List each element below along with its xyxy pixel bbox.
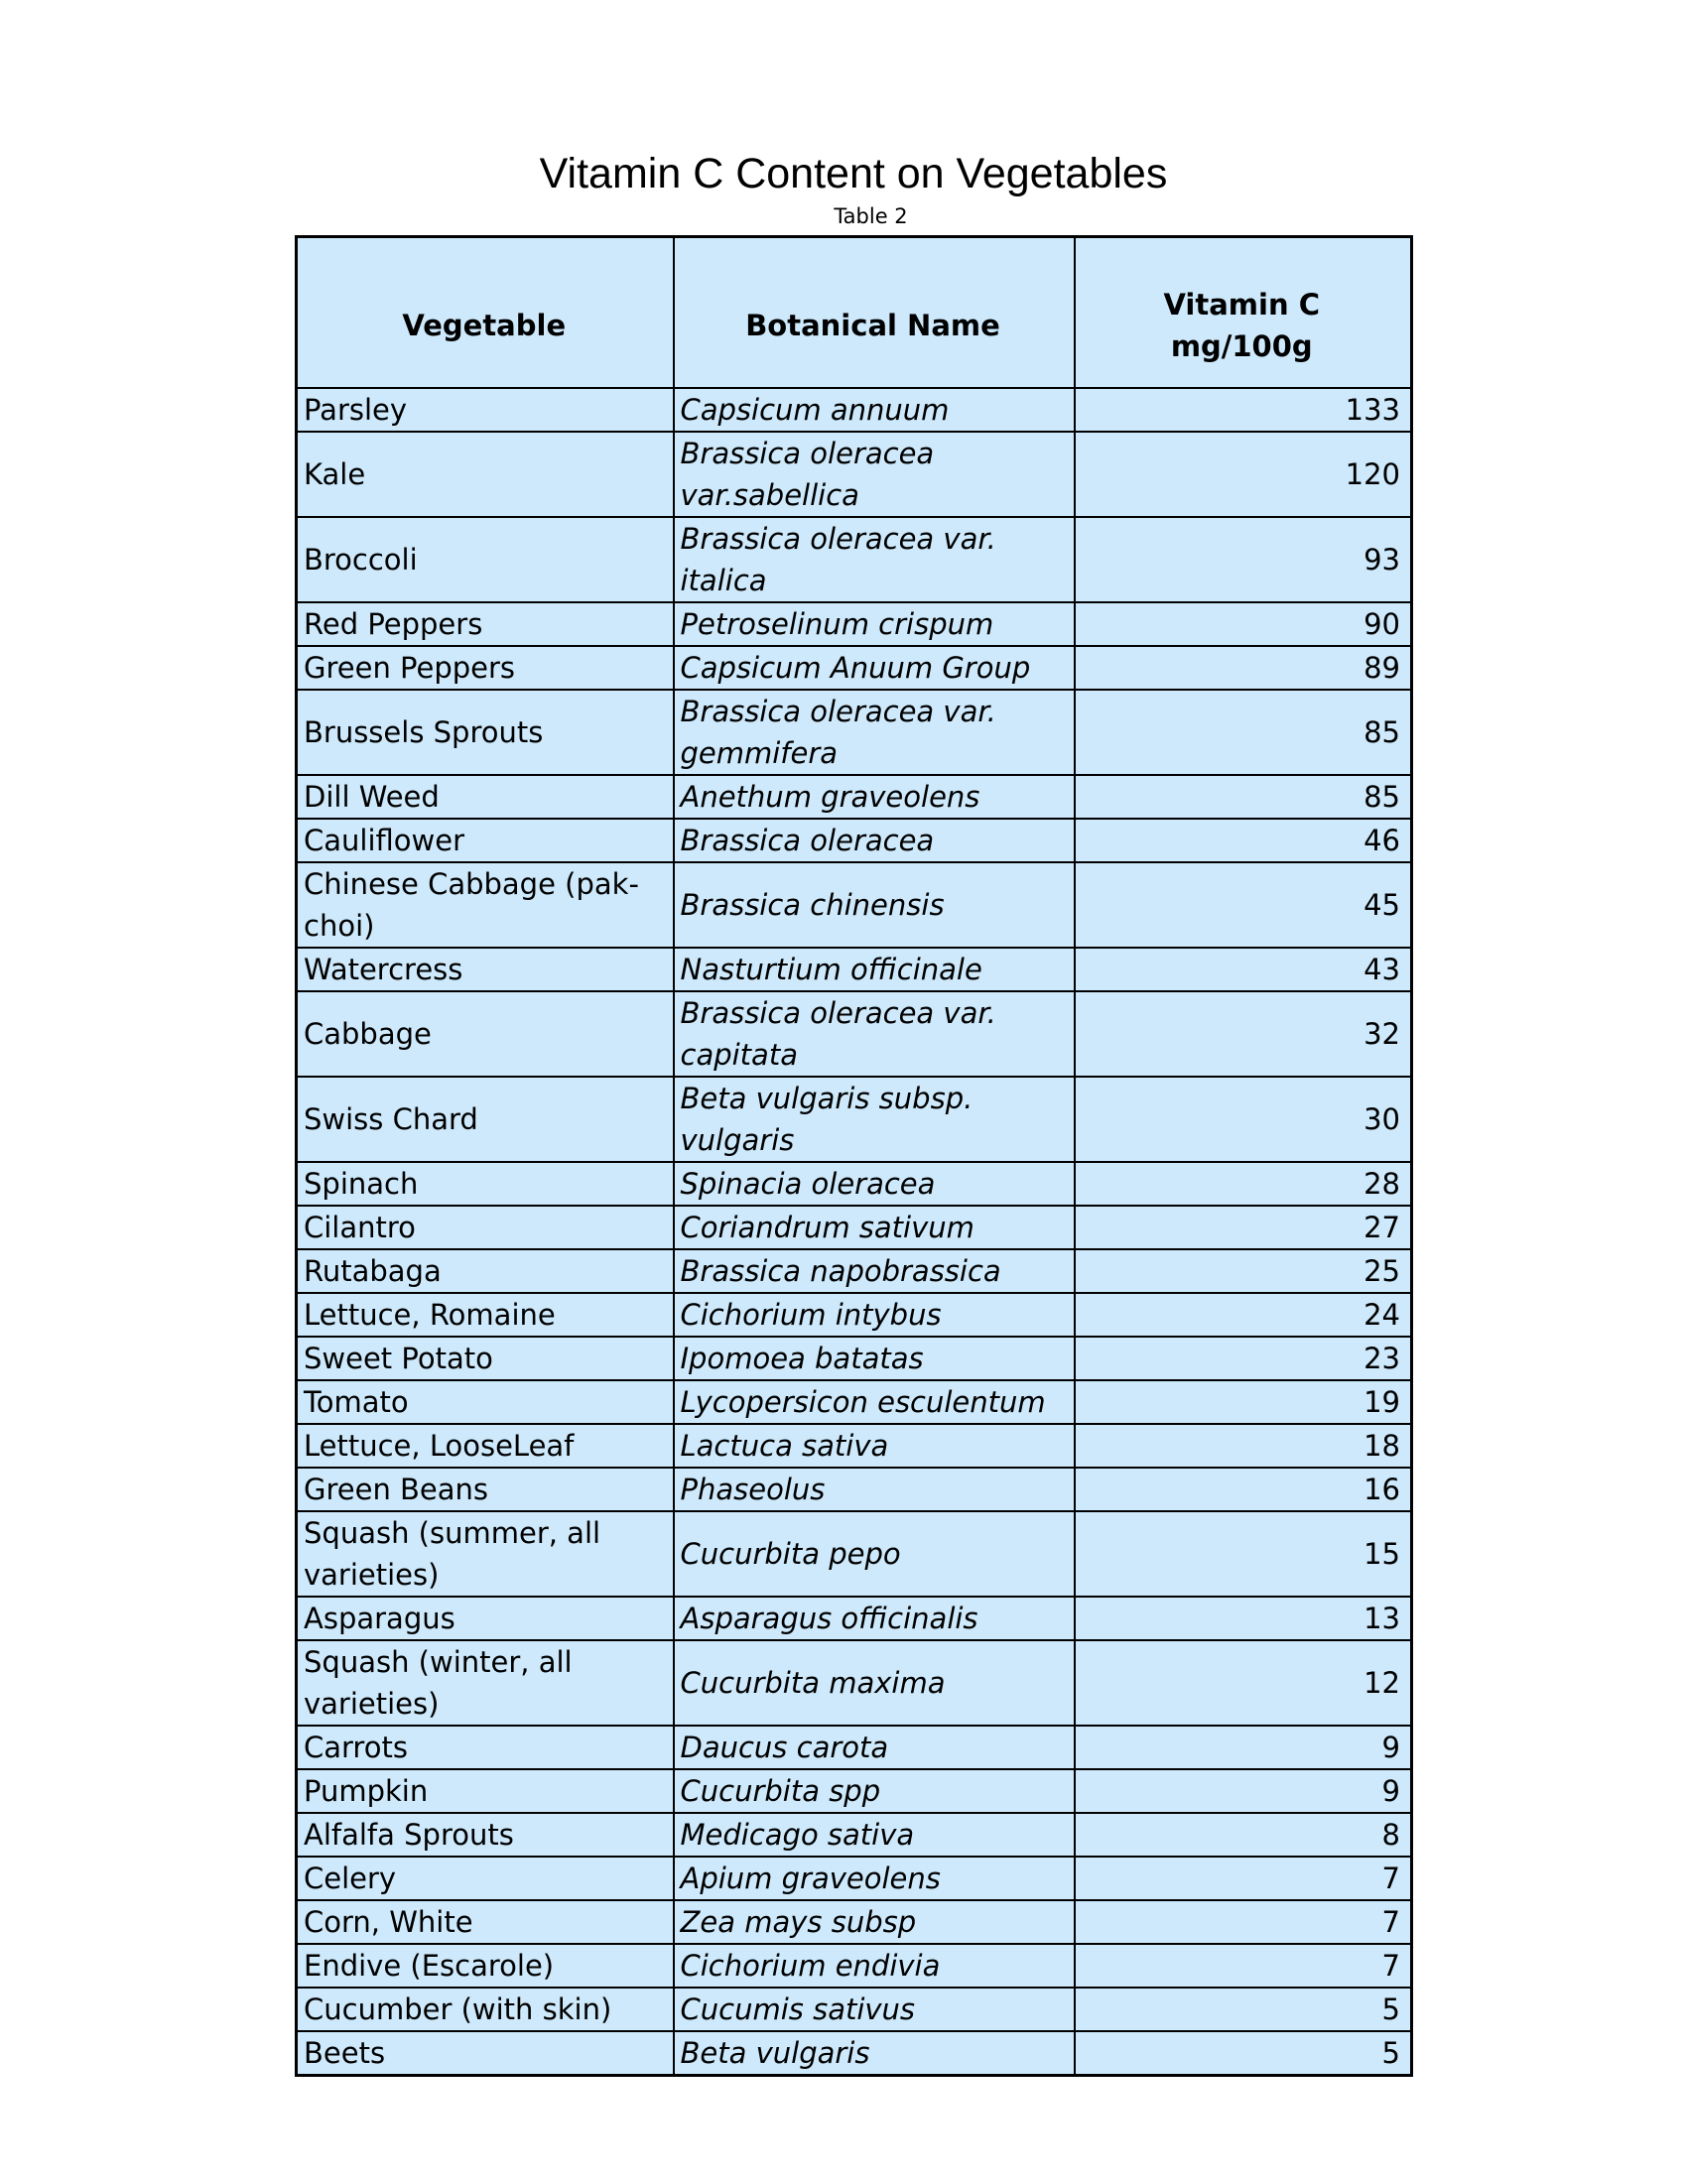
- cell-botanical-name: Cucurbita maxima: [674, 1640, 1075, 1726]
- column-header-vitamin-c: [1075, 237, 1412, 389]
- table-row: [297, 1380, 1412, 1424]
- cell-botanical-name: Nasturtium officinale: [674, 948, 1075, 991]
- cell-botanical-name: Petroselinum crispum: [674, 602, 1075, 646]
- cell-botanical-name: Spinacia oleracea: [674, 1162, 1075, 1206]
- cell-vegetable: Swiss Chard: [297, 1077, 674, 1162]
- cell-vegetable: Corn, White: [297, 1900, 674, 1944]
- table-row: [297, 1468, 1412, 1511]
- cell-vitamin-c: 7: [1075, 1857, 1412, 1900]
- cell-vitamin-c: 24: [1075, 1293, 1412, 1337]
- table-caption: Table 2: [834, 204, 908, 228]
- cell-vegetable: Green Peppers: [297, 646, 674, 690]
- cell-vegetable: Squash (summer, all varieties): [297, 1511, 674, 1597]
- cell-vegetable: Spinach: [297, 1162, 674, 1206]
- cell-vitamin-c: 19: [1075, 1380, 1412, 1424]
- table-row: [297, 1206, 1412, 1249]
- table-row: [297, 1424, 1412, 1468]
- cell-vitamin-c: 85: [1075, 775, 1412, 819]
- cell-vitamin-c: 30: [1075, 1077, 1412, 1162]
- cell-vegetable: Green Beans: [297, 1468, 674, 1511]
- cell-botanical-name: Cichorium endivia: [674, 1944, 1075, 1988]
- cell-vitamin-c: 120: [1075, 432, 1412, 517]
- cell-botanical-name: Phaseolus: [674, 1468, 1075, 1511]
- cell-vegetable: Parsley: [297, 388, 674, 432]
- cell-vegetable: Beets: [297, 2031, 674, 2076]
- cell-vegetable: Endive (Escarole): [297, 1944, 674, 1988]
- cell-botanical-name: Brassica oleracea var. italica: [674, 517, 1075, 602]
- cell-vitamin-c: 12: [1075, 1640, 1412, 1726]
- cell-botanical-name: Coriandrum sativum: [674, 1206, 1075, 1249]
- vitamin-c-table: [295, 235, 1413, 2077]
- cell-botanical-name: Brassica oleracea: [674, 819, 1075, 862]
- cell-vitamin-c: 85: [1075, 690, 1412, 775]
- table-row: [297, 690, 1412, 775]
- table-row: [297, 2031, 1412, 2076]
- cell-botanical-name: Apium graveolens: [674, 1857, 1075, 1900]
- table-row: [297, 1077, 1412, 1162]
- cell-vitamin-c: 25: [1075, 1249, 1412, 1293]
- column-header-vitamin-c-label: Vitamin C: [1163, 288, 1320, 321]
- cell-botanical-name: Cichorium intybus: [674, 1293, 1075, 1337]
- cell-vegetable: Sweet Potato: [297, 1337, 674, 1380]
- table-row: [297, 1813, 1412, 1857]
- cell-vegetable: Cabbage: [297, 991, 674, 1077]
- cell-vitamin-c: 16: [1075, 1468, 1412, 1511]
- table-row: [297, 819, 1412, 862]
- cell-botanical-name: Brassica oleracea var. capitata: [674, 991, 1075, 1077]
- cell-vegetable: Red Peppers: [297, 602, 674, 646]
- cell-botanical-name: Capsicum annuum: [674, 388, 1075, 432]
- table-row: [297, 1640, 1412, 1726]
- cell-vitamin-c: 93: [1075, 517, 1412, 602]
- cell-botanical-name: Ipomoea batatas: [674, 1337, 1075, 1380]
- table-row: [297, 1597, 1412, 1640]
- cell-vitamin-c: 90: [1075, 602, 1412, 646]
- table-row: [297, 432, 1412, 517]
- table-row: [297, 1857, 1412, 1900]
- table-row: [297, 602, 1412, 646]
- cell-vitamin-c: 89: [1075, 646, 1412, 690]
- cell-botanical-name: Anethum graveolens: [674, 775, 1075, 819]
- cell-vitamin-c: 45: [1075, 862, 1412, 948]
- cell-botanical-name: Cucurbita pepo: [674, 1511, 1075, 1597]
- cell-vitamin-c: 15: [1075, 1511, 1412, 1597]
- table-row: [297, 1726, 1412, 1769]
- cell-botanical-name: Medicago sativa: [674, 1813, 1075, 1857]
- cell-vegetable: Lettuce, Romaine: [297, 1293, 674, 1337]
- cell-vitamin-c: 32: [1075, 991, 1412, 1077]
- cell-vitamin-c: 5: [1075, 1988, 1412, 2031]
- cell-vitamin-c: 23: [1075, 1337, 1412, 1380]
- table-row: [297, 948, 1412, 991]
- cell-vegetable: Broccoli: [297, 517, 674, 602]
- table-header-row: [297, 237, 1412, 389]
- cell-vegetable: Carrots: [297, 1726, 674, 1769]
- table-row: [297, 1511, 1412, 1597]
- cell-vegetable: Cucumber (with skin): [297, 1988, 674, 2031]
- table-row: [297, 1900, 1412, 1944]
- cell-vegetable: Asparagus: [297, 1597, 674, 1640]
- table-row: [297, 388, 1412, 432]
- table-row: [297, 1769, 1412, 1813]
- table-row: [297, 1293, 1412, 1337]
- cell-botanical-name: Brassica napobrassica: [674, 1249, 1075, 1293]
- cell-vegetable: Dill Weed: [297, 775, 674, 819]
- column-header-vegetable: Vegetable: [297, 237, 674, 389]
- cell-botanical-name: Daucus carota: [674, 1726, 1075, 1769]
- page-title: Vitamin C Content on Vegetables: [539, 150, 1168, 197]
- cell-vitamin-c: 9: [1075, 1726, 1412, 1769]
- table-row: [297, 1988, 1412, 2031]
- cell-botanical-name: Cucumis sativus: [674, 1988, 1075, 2031]
- cell-botanical-name: Lactuca sativa: [674, 1424, 1075, 1468]
- cell-botanical-name: Brassica oleracea var. gemmifera: [674, 690, 1075, 775]
- cell-vitamin-c: 13: [1075, 1597, 1412, 1640]
- cell-vitamin-c: 18: [1075, 1424, 1412, 1468]
- table-row: [297, 991, 1412, 1077]
- cell-vitamin-c: 28: [1075, 1162, 1412, 1206]
- cell-vitamin-c: 9: [1075, 1769, 1412, 1813]
- cell-botanical-name: Zea mays subsp: [674, 1900, 1075, 1944]
- cell-botanical-name: Beta vulgaris: [674, 2031, 1075, 2076]
- cell-botanical-name: Beta vulgaris subsp. vulgaris: [674, 1077, 1075, 1162]
- cell-vegetable: Chinese Cabbage (pak-choi): [297, 862, 674, 948]
- table-row: [297, 775, 1412, 819]
- cell-vegetable: Cauliflower: [297, 819, 674, 862]
- table-row: [297, 1944, 1412, 1988]
- table-row: [297, 517, 1412, 602]
- cell-vegetable: Celery: [297, 1857, 674, 1900]
- column-header-botanical-name: Botanical Name: [674, 237, 1075, 389]
- table-row: [297, 862, 1412, 948]
- cell-vegetable: Cilantro: [297, 1206, 674, 1249]
- cell-botanical-name: Brassica chinensis: [674, 862, 1075, 948]
- cell-vitamin-c: 46: [1075, 819, 1412, 862]
- cell-vegetable: Lettuce, LooseLeaf: [297, 1424, 674, 1468]
- cell-vegetable: Kale: [297, 432, 674, 517]
- cell-vegetable: Watercress: [297, 948, 674, 991]
- cell-vegetable: Tomato: [297, 1380, 674, 1424]
- cell-vitamin-c: 27: [1075, 1206, 1412, 1249]
- cell-botanical-name: Cucurbita spp: [674, 1769, 1075, 1813]
- table-row: [297, 1162, 1412, 1206]
- cell-vitamin-c: 7: [1075, 1900, 1412, 1944]
- cell-vitamin-c: 43: [1075, 948, 1412, 991]
- cell-vitamin-c: 133: [1075, 388, 1412, 432]
- cell-vegetable: Pumpkin: [297, 1769, 674, 1813]
- table-row: [297, 646, 1412, 690]
- table-row: [297, 1249, 1412, 1293]
- cell-vitamin-c: 5: [1075, 2031, 1412, 2076]
- cell-vegetable: Alfalfa Sprouts: [297, 1813, 674, 1857]
- column-header-unit: mg/100g: [1170, 329, 1313, 363]
- cell-botanical-name: Asparagus officinalis: [674, 1597, 1075, 1640]
- cell-vegetable: Brussels Sprouts: [297, 690, 674, 775]
- cell-botanical-name: Capsicum Anuum Group: [674, 646, 1075, 690]
- table-row: [297, 1337, 1412, 1380]
- cell-vitamin-c: 8: [1075, 1813, 1412, 1857]
- cell-vegetable: Squash (winter, all varieties): [297, 1640, 674, 1726]
- cell-botanical-name: Lycopersicon esculentum: [674, 1380, 1075, 1424]
- cell-vitamin-c: 7: [1075, 1944, 1412, 1988]
- cell-botanical-name: Brassica oleracea var.sabellica: [674, 432, 1075, 517]
- cell-vegetable: Rutabaga: [297, 1249, 674, 1293]
